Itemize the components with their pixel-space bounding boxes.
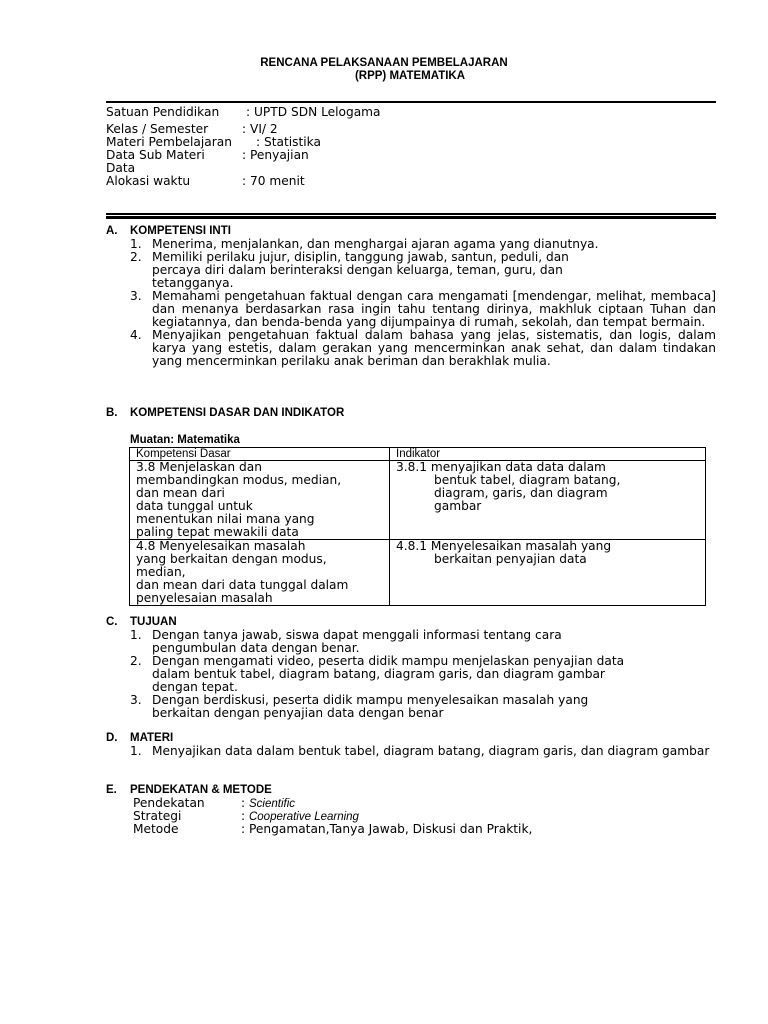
cell-line: 4.8.1 Menyelesaikan masalah yang xyxy=(396,539,612,553)
identity-value: : 70 menit xyxy=(242,174,305,188)
metode-value xyxy=(241,797,295,811)
item-text: Memiliki perilaku jujur, disiplin, tanggung jawab, santun, peduli, dan percaya diri dalam berinteraksi dengan keluarga, teman, guru, dan tetangganya. xyxy=(152,250,569,290)
identity-label: Data Sub Materi xyxy=(106,148,205,162)
indikator-cell xyxy=(390,461,706,540)
section-title: MATERI xyxy=(130,732,174,744)
list-item xyxy=(130,251,716,290)
identity-label: Materi Pembelajaran xyxy=(106,135,232,149)
list-item xyxy=(130,745,768,758)
document-title xyxy=(0,57,768,83)
item-text: Memahami pengetahuan faktual dengan cara mengamati [mendengar, melihat, membaca] dan menanya berdasarkan rasa ingin tahu tentang dirinya, makhluk ciptaan Tuhan dan kegiatannya, dan benda-benda yang dijumpainya di rumah, sekolah, dan tempat bermain. xyxy=(152,289,716,329)
metode-separator: : xyxy=(241,822,249,836)
header-rule xyxy=(106,101,716,103)
item-line: berkaitan dengan penyajian data dengan benar xyxy=(152,706,444,720)
cell-line: penyelesaian masalah xyxy=(136,591,273,605)
item-number: 2. xyxy=(130,654,142,668)
cell-line: bentuk tabel, diagram batang, xyxy=(434,473,621,487)
metode-label: Metode xyxy=(133,822,179,836)
identity-value: : UPTD SDN Lelogama xyxy=(246,105,381,119)
column-header: Kompetensi Dasar xyxy=(130,448,390,461)
item-number: 1. xyxy=(130,744,142,758)
metode-label: Strategi xyxy=(133,809,182,823)
item-line: dalam bentuk tabel, diagram batang, diagram garis, dan diagram gambar xyxy=(152,667,605,681)
metode-separator: : xyxy=(241,809,249,823)
item-number: 2. xyxy=(130,250,142,264)
metode-value-text: Pengamatan,Tanya Jawab, Diskusi dan Praktik, xyxy=(248,822,533,836)
kd-cell xyxy=(130,540,390,606)
identity-value: : Statistika xyxy=(256,135,321,149)
item-text: Menyajikan data dalam bentuk tabel, diagram batang, diagram garis, dan diagram gambar xyxy=(152,744,710,758)
item-number: 1. xyxy=(130,628,142,642)
cell-line: dan mean dari xyxy=(136,486,225,500)
item-line: pengumbulan data dengan benar. xyxy=(152,641,360,655)
cell-line: yang berkaitan dengan modus, xyxy=(136,552,327,566)
identity-value: : VI/ 2 xyxy=(242,122,278,136)
metode-row xyxy=(133,822,533,836)
cell-line: median, xyxy=(136,565,186,579)
materi-list xyxy=(130,745,768,758)
cell-line: 3.8.1 menyajikan data data dalam xyxy=(396,460,606,474)
title-line-2: (RPP) MATEMATIKA xyxy=(354,70,466,82)
section-letter: C. xyxy=(106,616,118,628)
double-rule-bottom xyxy=(106,216,716,219)
cell-line: dan mean dari data tunggal dalam xyxy=(136,578,349,592)
section-title: KOMPETENSI DASAR DAN INDIKATOR xyxy=(130,407,345,419)
indikator-cell xyxy=(390,540,706,606)
title-line-1: RENCANA PELAKSANAAN PEMBELAJARAN xyxy=(260,57,508,69)
item-number: 3. xyxy=(130,289,142,303)
table-row xyxy=(130,540,706,606)
tujuan-list xyxy=(130,629,716,720)
section-b-heading xyxy=(106,407,344,420)
list-item xyxy=(130,290,716,329)
column-header: Indikator xyxy=(390,448,706,461)
identity-label: Data xyxy=(106,161,136,175)
identity-label: Satuan Pendidikan xyxy=(106,105,220,119)
item-text: Menyajikan pengetahuan faktual dalam bahasa yang jelas, sistematis, dan logis, dalam karya yang estetis, dalam gerakan yang mencerminkan anak sehat, dan dalam tindakan yang mencerminkan perilaku anak beriman dan berakhlak mulia. xyxy=(152,328,716,368)
metode-value-text: Scientific xyxy=(248,798,296,810)
section-letter: B. xyxy=(106,407,118,419)
cell-line: gambar xyxy=(434,499,482,513)
section-letter: D. xyxy=(106,732,118,744)
item-number: 3. xyxy=(130,693,142,707)
cell-line: membandingkan modus, median, xyxy=(136,473,342,487)
list-item xyxy=(130,329,716,368)
cell-line: menentukan nilai mana yang xyxy=(136,512,315,526)
section-letter: A. xyxy=(106,225,118,237)
item-line: dengan tepat. xyxy=(152,680,238,694)
list-item xyxy=(130,655,716,694)
metode-label: Pendekatan xyxy=(133,796,205,810)
metode-value xyxy=(241,823,532,836)
identity-value: : Penyajian xyxy=(242,148,309,162)
item-line: Dengan mengamati video, peserta didik mampu menjelaskan penyajian data xyxy=(152,654,625,668)
cell-line: paling tepat mewakili data xyxy=(136,525,299,539)
metode-separator: : xyxy=(241,796,249,810)
muatan-label: Muatan: Matematika xyxy=(130,434,240,446)
metode-value-text: Cooperative Learning xyxy=(248,811,359,823)
identity-label: Alokasi waktu xyxy=(106,174,191,188)
item-number: 1. xyxy=(130,237,142,251)
item-text: Menerima, menjalankan, dan menghargai ajaran agama yang dianutnya. xyxy=(152,237,599,251)
cell-line: 4.8 Menyelesaikan masalah xyxy=(136,539,306,553)
cell-line: berkaitan penyajian data xyxy=(434,552,587,566)
list-item xyxy=(130,694,716,720)
item-number: 4. xyxy=(130,328,142,342)
section-title: TUJUAN xyxy=(130,616,177,628)
item-line: Dengan berdiskusi, peserta didik mampu menyelesaikan masalah yang xyxy=(152,693,589,707)
kompetensi-inti-list xyxy=(130,238,716,368)
metode-block xyxy=(133,796,533,836)
double-rule-top xyxy=(106,213,716,215)
identity-label: Kelas / Semester xyxy=(106,122,209,136)
kompetensi-table xyxy=(129,447,706,606)
table-row xyxy=(130,461,706,540)
section-title: PENDEKATAN & METODE xyxy=(130,784,272,796)
kd-cell xyxy=(130,461,390,540)
list-item xyxy=(130,629,716,655)
item-line: Dengan tanya jawab, siswa dapat menggali informasi tentang cara xyxy=(152,628,562,642)
cell-line: data tunggal untuk xyxy=(136,499,253,513)
cell-line: 3.8 Menjelaskan dan xyxy=(136,460,262,474)
section-letter: E. xyxy=(106,784,117,796)
cell-line: diagram, garis, dan diagram xyxy=(434,486,608,500)
section-title: KOMPETENSI INTI xyxy=(130,225,231,237)
table-header-row xyxy=(130,448,706,461)
